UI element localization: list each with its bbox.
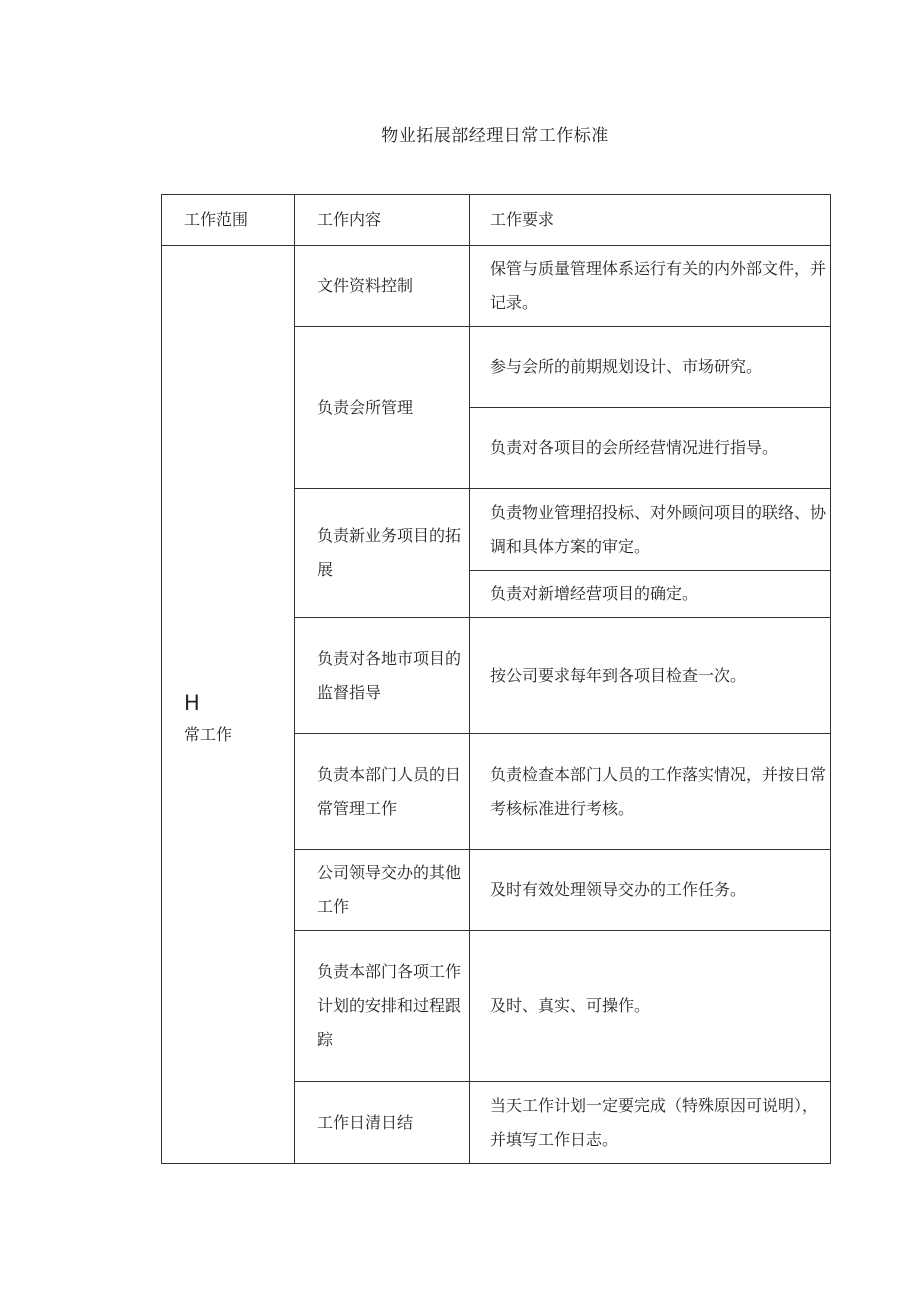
content-cell: 负责本部门人员的日常管理工作 — [295, 734, 470, 850]
content-cell: 公司领导交办的其他工作 — [295, 850, 470, 931]
requirement-cell: 负责检查本部门人员的工作落实情况，并按日常考核标准进行考核。 — [470, 734, 831, 850]
content-cell: 文件资料控制 — [295, 246, 470, 327]
scope-cell — [162, 246, 295, 1164]
header-work-requirement: 工作要求 — [470, 195, 831, 246]
requirement-cell: 负责物业管理招投标、对外顾问项目的联络、协调和具体方案的审定。 — [470, 489, 831, 571]
requirement-cell: 及时、真实、可操作。 — [470, 931, 831, 1082]
work-standard-table — [161, 194, 831, 1164]
content-cell: 负责对各地市项目的监督指导 — [295, 618, 470, 734]
requirement-cell: 负责对新增经营项目的确定。 — [470, 571, 831, 618]
requirement-cell: 参与会所的前期规划设计、市场研究。 — [470, 327, 831, 408]
content-cell: 工作日清日结 — [295, 1082, 470, 1164]
content-cell: 负责会所管理 — [295, 327, 470, 489]
header-work-content: 工作内容 — [295, 195, 470, 246]
header-work-scope: 工作范围 — [162, 195, 295, 246]
table-row — [162, 246, 831, 327]
content-cell: 负责本部门各项工作计划的安排和过程跟踪 — [295, 931, 470, 1082]
requirement-cell: 及时有效处理领导交办的工作任务。 — [470, 850, 831, 931]
requirement-cell: 保管与质量管理体系运行有关的内外部文件，并记录。 — [470, 246, 831, 327]
scope-mark: H — [184, 690, 200, 715]
document-title: 物业拓展部经理日常工作标准 — [381, 126, 609, 146]
requirement-cell: 当天工作计划一定要完成（特殊原因可说明），并填写工作日志。 — [470, 1082, 831, 1164]
requirement-cell: 负责对各项目的会所经营情况进行指导。 — [470, 408, 831, 489]
requirement-cell: 按公司要求每年到各项目检查一次。 — [470, 618, 831, 734]
table-header-row — [162, 195, 831, 246]
scope-text: 常工作 — [184, 724, 233, 744]
content-cell: 负责新业务项目的拓展 — [295, 489, 470, 618]
